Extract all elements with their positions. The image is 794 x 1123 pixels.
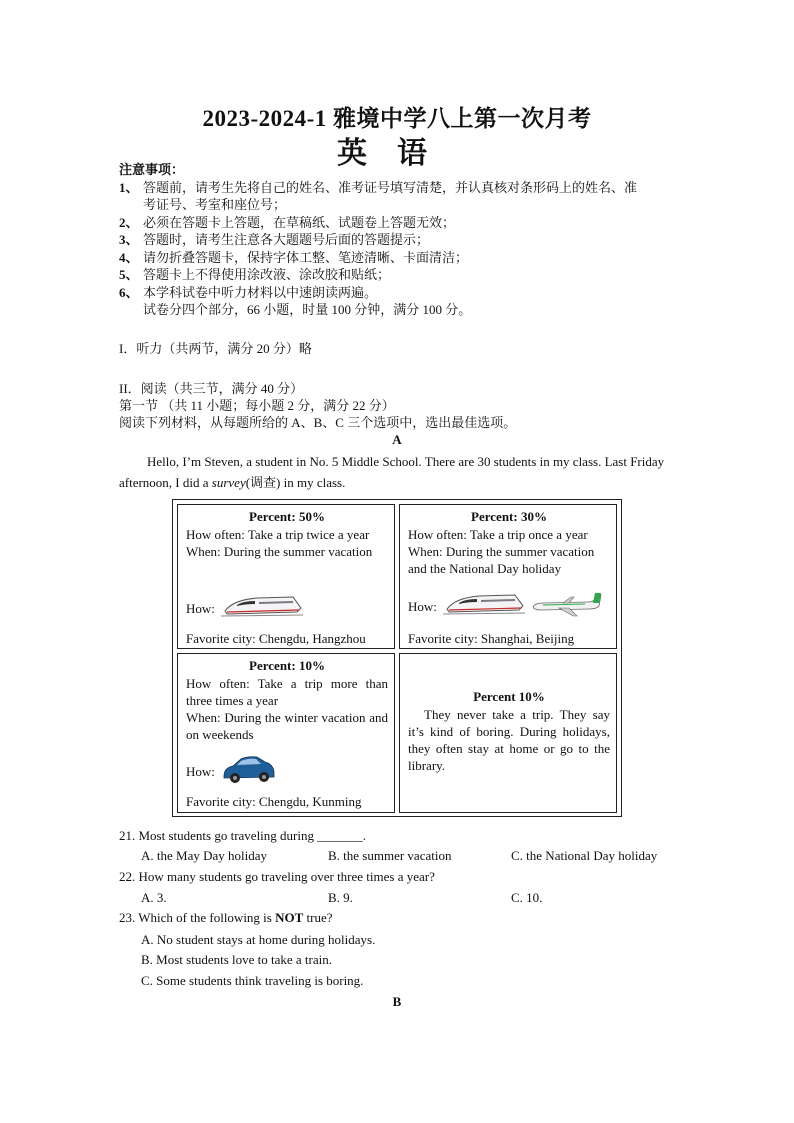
note-text: 答题时，请考生注意各大题题号后面的答题提示；	[143, 232, 430, 247]
cell-percent: Percent: 10%	[249, 658, 325, 673]
cell-favorite: Favorite city: Chengdu, Hangzhou	[186, 631, 366, 646]
cell-how-row	[186, 591, 303, 625]
train-icon	[441, 589, 525, 623]
exam-title: 2023-2024-1 雅境中学八上第一次月考	[202, 106, 592, 131]
cell-percent: Percent 10%	[473, 689, 545, 704]
cell-how-often: How often: Take a trip once a year	[408, 527, 588, 542]
note-text: 答题前，请考生先将自己的姓名、准考证号填写清楚，并认真核对条形码上的姓名、准	[143, 179, 638, 195]
note-text: 请勿折叠答题卡，保持字体工整、笔迹清晰、卡面清洁；	[143, 249, 469, 265]
part2-heading: II．阅读（共三节，满分 40 分）	[119, 381, 304, 396]
survey-cell-10a	[177, 653, 395, 813]
question-23	[119, 910, 333, 926]
note-number: 5、	[119, 267, 139, 282]
note-number: 4、	[119, 249, 139, 265]
note-item	[119, 231, 689, 249]
survey-cell-30	[399, 504, 617, 649]
cell-how-row	[186, 752, 277, 790]
question-23-not: NOT	[275, 910, 304, 925]
note-text-cont: 考证号、考室和座位号；	[143, 197, 287, 212]
cell-favorite: Favorite city: Shanghai, Beijing	[408, 631, 575, 646]
note-number: 1、	[119, 179, 139, 195]
section1-instruction: 阅读下列材料，从每题所给的 A、B、C 三个选项中，选出最佳选项。	[119, 415, 517, 430]
passage-a-label: A	[392, 432, 402, 447]
note-item	[119, 266, 689, 284]
note-item	[119, 249, 689, 267]
note-item	[119, 284, 689, 302]
question-23-stem-before: 23. Which of the following is	[119, 910, 276, 925]
exam-info: 试卷分四个部分，66 小题，时量 100 分钟，满分 100 分。	[143, 302, 472, 317]
passage-a-text	[119, 451, 675, 493]
question-23-stem-after: true?	[303, 910, 333, 925]
cell-when: When: During the summer vacation	[186, 544, 373, 559]
question-22-option-c: C. 10.	[511, 890, 543, 905]
note-number: 6、	[119, 284, 139, 300]
cell-text: They never take a trip. They say it’s kind of boring. During holidays, they often stay at home or go to the library.	[408, 707, 610, 773]
question-21-option-a: A. the May Day holiday	[141, 848, 268, 863]
cell-when: When: During the summer vacation and the National Day holiday	[408, 544, 595, 576]
question-23-option-a: A. No student stays at home during holidays.	[141, 932, 376, 947]
note-text: 答题卡上不得使用涂改液、涂改胶和贴纸；	[143, 267, 391, 282]
cell-when: When: During the winter vacation and on weekends	[186, 710, 388, 742]
question-23-option-c: C. Some students think traveling is boring.	[141, 973, 364, 988]
note-item	[119, 214, 689, 232]
survey-cell-10b	[399, 653, 617, 813]
question-22-option-a: A. 3.	[141, 890, 167, 905]
note-item	[119, 179, 689, 214]
note-number: 2、	[119, 214, 139, 230]
cell-how-label: How:	[408, 598, 437, 614]
cell-percent: Percent: 50%	[249, 509, 325, 524]
question-21-option-b: B. the summer vacation	[328, 848, 452, 863]
notes-block	[119, 161, 689, 319]
question-21-option-c: C. the National Day holiday	[511, 848, 658, 863]
note-text: 本学科试卷中听力材料以中速朗读两遍。	[143, 284, 378, 300]
section1-heading: 第一节 （共 11 小题；每小题 2 分，满分 22 分）	[119, 398, 395, 413]
cell-how-label: How:	[186, 600, 215, 616]
notes-heading: 注意事项：	[119, 162, 185, 177]
cell-how-often: How often: Take a trip twice a year	[186, 527, 370, 542]
note-number: 3、	[119, 232, 139, 247]
cell-favorite: Favorite city: Chengdu, Kunming	[186, 794, 362, 809]
passage-text-before: Hello, I’m Steven, a student in No. 5 Middle School. There are 30 students in my class. Last Friday afternoon, I did a	[119, 454, 665, 490]
passage-text-after: (调查) in my class.	[245, 475, 346, 490]
part1-listening: I．听力（共两节，满分 20 分）略	[119, 341, 312, 356]
question-21: 21. Most students go traveling during _______.	[119, 828, 366, 843]
subject-title: 英语	[337, 137, 457, 170]
cell-how-row	[408, 589, 603, 623]
survey-table	[172, 499, 622, 817]
passage-b-label: B	[392, 994, 402, 1009]
question-23-option-b: B. Most students love to take a train.	[141, 952, 333, 967]
airplane-icon	[529, 589, 603, 623]
car-icon	[221, 752, 277, 790]
cell-percent: Percent: 30%	[471, 509, 547, 524]
survey-cell-50	[177, 504, 395, 649]
cell-how-label: How:	[186, 763, 215, 779]
note-text: 必须在答题卡上答题，在草稿纸、试题卷上答题无效；	[143, 214, 456, 230]
survey-word: survey	[211, 475, 246, 490]
cell-how-often: How often: Take a trip more than three times a year	[186, 676, 388, 708]
question-22: 22. How many students go traveling over three times a year?	[119, 869, 435, 884]
train-icon	[219, 591, 303, 625]
question-22-option-b: B. 9.	[328, 890, 353, 905]
